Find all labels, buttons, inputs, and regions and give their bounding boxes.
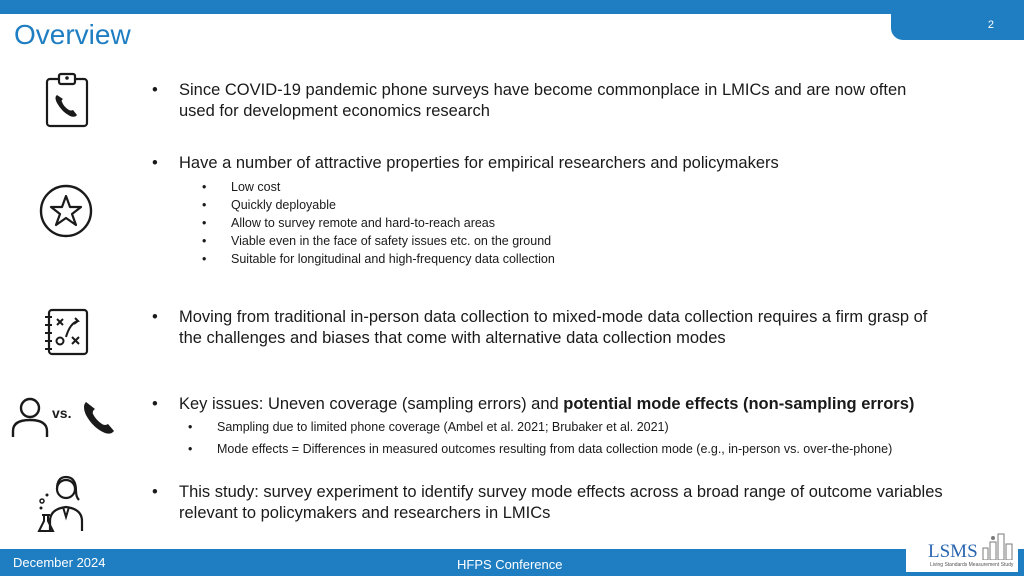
bullet-2 (152, 153, 992, 175)
bullet-5-line-1: This study: survey experiment to identify survey mode effects across a broad range of outcome variables (179, 483, 943, 501)
bullet-marker: • (152, 308, 158, 326)
bullet-3-line-2: the challenges and biases that come with alternative data collection modes (179, 329, 726, 347)
bullet-1-line-1: Since COVID-19 pandemic phone surveys have become commonplace in LMICs and are now often (179, 81, 907, 99)
bullet-marker: • (152, 154, 158, 172)
bullet-5-line-2: relevant to policymakers and researchers in LMICs (179, 504, 551, 522)
scientist-icon (36, 475, 92, 533)
clipboard-phone-icon (44, 71, 90, 129)
person-icon (10, 395, 52, 439)
bullet-3-line-1: Moving from traditional in-person data collection to mixed-mode data collection requires a firm grasp of (179, 308, 928, 326)
bullet-2-text: Have a number of attractive properties for empirical researchers and policymakers (179, 154, 779, 172)
bullet-4 (152, 394, 992, 416)
logo-skyline-icon (982, 532, 1014, 560)
bullet-5 (152, 482, 1012, 526)
lsms-logo (906, 528, 1018, 572)
slide-title: Overview (14, 19, 131, 50)
top-bar (0, 0, 1024, 14)
bullet-4-prefix: Key issues: Uneven coverage (sampling errors) and (179, 395, 564, 413)
bullet-4-bold: potential mode effects (non-sampling errors) (563, 395, 915, 413)
page-number: 2 (987, 19, 994, 31)
logo-wordmark: LSMS (928, 541, 978, 562)
bullet-1 (152, 80, 992, 124)
star-circle-icon (38, 183, 94, 239)
bullet-3 (152, 307, 1012, 351)
footer-date: December 2024 (13, 555, 106, 570)
strategy-notebook-icon (42, 307, 92, 357)
vs-label: vs. (52, 405, 72, 421)
bullet-marker: • (152, 483, 158, 501)
page-number-tab (891, 14, 1024, 40)
bullet-1-line-2: used for development economics research (179, 102, 490, 120)
logo-tagline: Living Standards Measurement Study (930, 562, 1014, 568)
footer-bar (0, 549, 1024, 576)
phone-icon (82, 398, 116, 434)
footer-conference: HFPS Conference (457, 557, 563, 572)
bullet-marker: • (152, 395, 158, 413)
bullet-marker: • (152, 81, 158, 99)
